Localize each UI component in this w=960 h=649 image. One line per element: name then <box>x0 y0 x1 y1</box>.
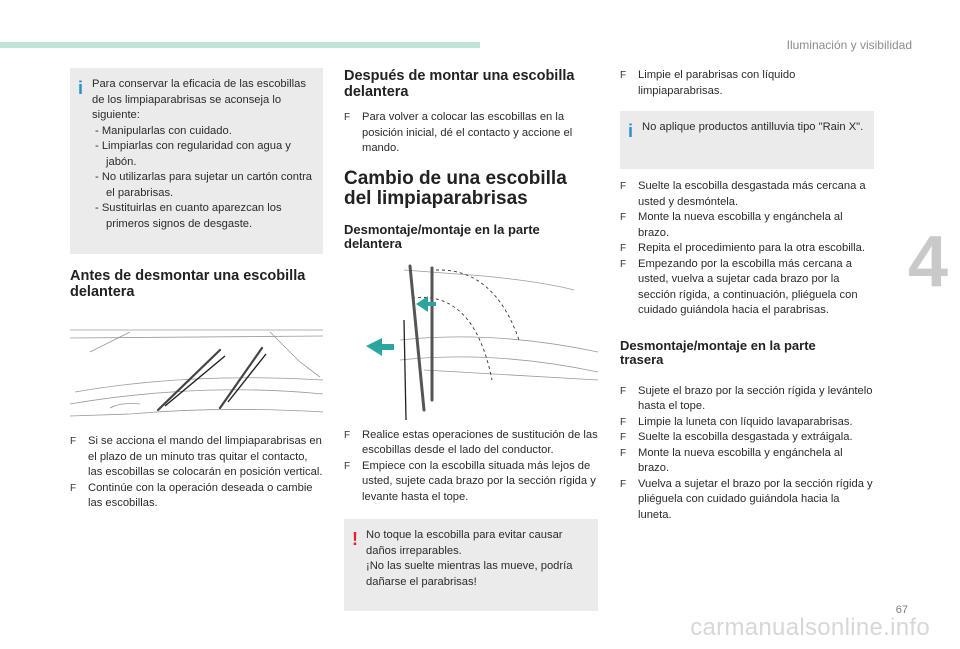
sub-heading-front: Desmontaje/montaje en la parte delantera <box>344 221 540 251</box>
step-text: Para volver a colocar las escobillas en la posición inicial, dé el contacto y accione el mando. <box>362 111 573 154</box>
warning-line: ¡No las suelte mientras las mueve, podría dañarse el parabrisas! <box>366 560 573 588</box>
bullet-icon: F <box>344 429 351 441</box>
instruction-step <box>620 415 874 431</box>
instruction-step <box>620 241 874 257</box>
section-heading-after: Después de montar una escobilla delantera <box>344 68 575 100</box>
note-item: - No utilizarlas para sujetar un cartón contra el parabrisas. <box>95 171 313 199</box>
bullet-icon: F <box>344 112 351 123</box>
step-text: Continúe con la operación deseada o cambie las escobillas. <box>88 481 313 509</box>
column-left <box>70 68 323 512</box>
instruction-step <box>620 68 874 99</box>
step-text: Suelte la escobilla desgastada y extráigala. <box>638 431 853 443</box>
bullet-icon: F <box>620 416 627 428</box>
instruction-step <box>620 210 874 241</box>
note-item: - Sustituirlas en cuanto aparezcan los primeros signos de desgaste. <box>95 202 282 230</box>
instruction-step <box>344 459 598 506</box>
note-item: - Manipularlas con cuidado. <box>95 124 232 137</box>
warning-icon: ! <box>352 529 358 549</box>
bullet-icon: F <box>344 460 351 472</box>
main-heading: Cambio de una escobilla del limpiaparabrisas <box>344 167 567 209</box>
bullet-icon: F <box>70 436 77 447</box>
instruction-step <box>620 446 874 477</box>
bullet-icon: F <box>620 478 627 490</box>
note-intro: Para conservar la eficacia de las escobillas de los limpiaparabrisas se aconseja lo siguiente: <box>92 78 306 121</box>
step-text: Suelte la escobilla desgastada más cercana a usted y desmóntela. <box>638 180 866 208</box>
instruction-step <box>620 477 874 524</box>
instruction-step <box>70 481 323 512</box>
instruction-step <box>620 430 874 446</box>
bullet-icon: F <box>620 70 627 81</box>
bullet-icon: F <box>620 432 627 443</box>
page-number: 67 <box>895 604 908 616</box>
instruction-step <box>620 384 874 415</box>
bullet-icon: F <box>620 258 627 270</box>
windshield-wipers-illustration <box>70 322 323 422</box>
step-text: Empiece con la escobilla situada más lejos de usted, sujete cada brazo por la sección rígida y levante hasta el tope. <box>362 459 596 503</box>
step-text: Monte la nueva escobilla y engánchela al brazo. <box>638 446 843 474</box>
step-text: Realice estas operaciones de sustitución de las escobillas desde el lado del conductor. <box>362 428 598 456</box>
step-text: Limpie el parabrisas con líquido limpiaparabrisas. <box>638 69 796 97</box>
sub-heading-rear: Desmontaje/montaje en la parte trasera <box>620 337 816 367</box>
step-text: Repita el procedimiento para la otra escobilla. <box>638 242 865 254</box>
chapter-number: 4 <box>907 222 948 302</box>
info-icon: i <box>628 121 634 141</box>
instruction-step <box>70 434 323 481</box>
step-text: Limpie la luneta con líquido lavaparabrisas. <box>638 415 853 428</box>
info-note-box <box>70 68 323 254</box>
note-text: No aplique productos antilluvia tipo "Rain X". <box>642 121 864 133</box>
warning-note-box <box>344 519 598 611</box>
bullet-icon: F <box>620 243 627 254</box>
bullet-icon: F <box>620 181 627 192</box>
column-middle <box>344 68 598 611</box>
column-right <box>620 68 874 523</box>
bullet-icon: F <box>620 385 627 397</box>
wiper-lift-illustration <box>344 260 598 420</box>
header-accent-bar <box>0 42 480 48</box>
info-icon: i <box>78 78 84 98</box>
instruction-step <box>344 428 598 459</box>
note-item: - Limpiarlas con regularidad con agua y jabón. <box>95 140 291 168</box>
step-text: Vuelva a sujetar el brazo por la sección rígida y pliéguela con cuidado guiándola hacia la luneta. <box>638 477 873 521</box>
header-title: Iluminación y visibilidad <box>786 38 912 52</box>
bullet-icon: F <box>70 482 77 494</box>
info-note-box <box>620 111 874 169</box>
step-text: Si se acciona el mando del limpiaparabrisas en el plazo de un minuto tras quitar el contacto, las escobillas se colocarán en posición vertical. <box>88 435 323 478</box>
bullet-icon: F <box>620 212 627 223</box>
section-heading-before: Antes de desmontar una escobilla delantera <box>70 268 306 300</box>
step-text: Sujete el brazo por la sección rígida y levántelo hasta el tope. <box>638 384 873 412</box>
step-text: Monte la nueva escobilla y engánchela al brazo. <box>638 211 843 239</box>
bullet-icon: F <box>620 447 627 459</box>
instruction-step <box>344 110 598 157</box>
step-text: Empezando por la escobilla más cercana a usted, vuelva a sujetar cada brazo por la sección rígida, a continuación, pliéguela con cuidado guiándola hacia el parabrisas. <box>638 257 858 316</box>
instruction-step <box>620 257 874 319</box>
instruction-step <box>620 179 874 210</box>
watermark: carmanualsonline.info <box>690 614 930 641</box>
warning-line: No toque la escobilla para evitar causar daños irreparables. <box>366 529 563 557</box>
